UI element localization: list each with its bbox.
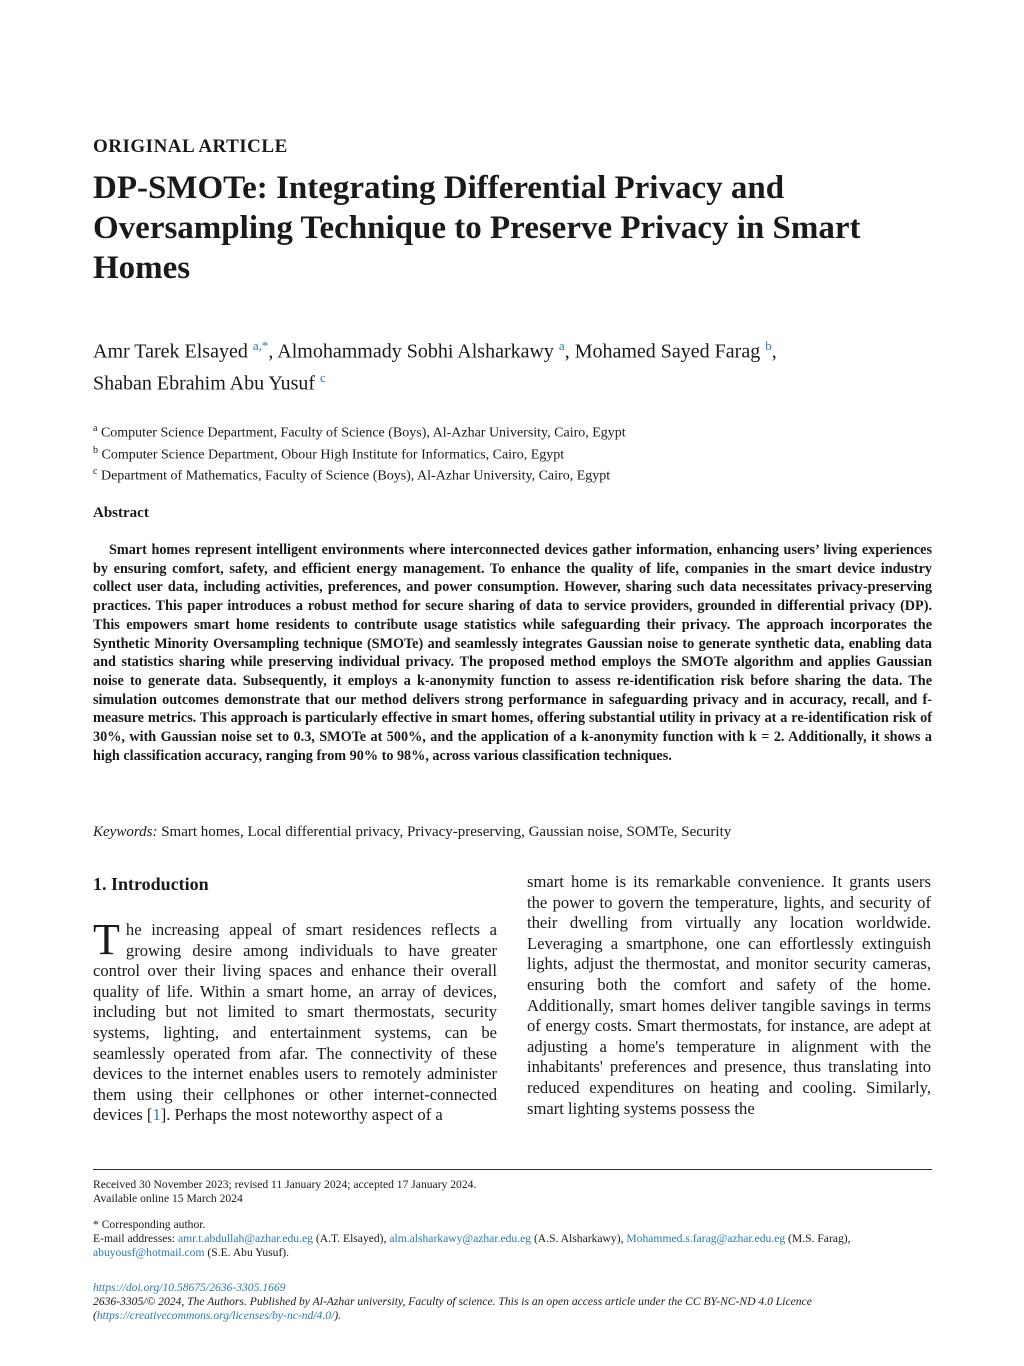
intro-right-column: smart home is its remarkable convenience. It grants users the power to govern the temperature, lights, and security of their dwelling from virtually any location worldwide. Leveraging a smartphone, one can effortlessly extinguish lights, adjust the thermostat, and monitor security cameras, ensuring both the comfort and safety of the home. Additionally, smart homes deliver tangible savings in terms of energy costs. Smart thermostats, for instance, are adept at adjusting a home's temperature in alignment with the inhabitants' preferences and presence, thus translating into reduced expenditures on heating and cooling. Similarly, smart lighting systems possess the: [527, 872, 931, 1118]
doi-link[interactable]: https://doi.org/10.58675/2636-3305.1669: [93, 1281, 286, 1294]
abstract-text: Smart homes represent intelligent environments where interconnected devices gather information, enhancing users’ living experiences by ensuring comfort, safety, and efficient energy management. To enhance the quality of life, companies in the smart device industry collect user data, including activities, preferences, and power consumption. However, sharing such data necessitates privacy-preserving practices. This paper introduces a robust method for secure sharing of data to service providers, grounded in differential privacy (DP). This empowers smart home residents to contribute usage statistics while safeguarding their privacy. The approach incorporates the Synthetic Minority Oversampling technique (SMOTe) and seamlessly integrates Gaussian noise to generate synthetic data, enabling data and statistics sharing while preserving individual privacy. The proposed method employs the SMOTe algorithm and applies Gaussian noise to generate data. Subsequently, it employs a k-anonymity function to assess re-identification risk before sharing the data. The simulation outcomes demonstrate that our method delivers strong performance in safeguarding privacy and in accuracy, recall, and f-measure metrics. This approach is particularly effective in smart homes, offering substantial utility in privacy at a re-identification risk of 30%, with Gaussian noise set to 0.3, SMOTe at 500%, and the application of a k-anonymity function with k = 2. Additionally, it shows a high classification accuracy, ranging from 90% to 98%, across various classification techniques.: [93, 542, 932, 764]
intro-left-column: [93, 915, 497, 1126]
author-separator: ,: [268, 340, 278, 363]
intro-paragraph: he increasing appeal of smart residences reflects a growing desire among individuals to have greater control over their living spaces and enhance their overall quality of life. Within a smart home, an array of devices, including but not limited to smart thermostats, security systems, lighting, and entertainment systems, can be seamlessly operated from afar. The connectivity of these devices to the internet enables users to remotely administer them using their cellphones or other internet-connected devices [: [93, 920, 497, 1125]
author-affiliation-marker[interactable]: c: [320, 369, 326, 385]
author-list: [93, 333, 943, 396]
author-affiliation-marker[interactable]: b: [765, 338, 772, 353]
author-name: Amr Tarek Elsayed: [93, 340, 248, 363]
keywords-label: Keywords:: [93, 824, 158, 840]
affiliation-item: [93, 442, 943, 464]
footnote-divider: [93, 1169, 932, 1170]
author-affiliation-marker[interactable]: a: [558, 338, 565, 353]
paper-title: DP-SMOTe: Integrating Differential Privacy and Oversampling Technique to Preserve Privacy in Smart Homes: [93, 170, 861, 286]
drop-cap: T: [93, 915, 120, 964]
affiliation-item: [93, 420, 943, 442]
email-link[interactable]: amr.t.abdullah@azhar.edu.eg: [178, 1232, 313, 1245]
dates-block: [93, 1178, 932, 1206]
license-text-end: ).: [334, 1309, 342, 1322]
email-owner: (S.E. Abu Yusuf).: [204, 1246, 290, 1259]
abstract-heading: Abstract: [93, 505, 149, 521]
license-statement: [93, 1295, 932, 1323]
correspondence-block: [93, 1218, 932, 1260]
author-affiliation-marker[interactable]: a,*: [252, 338, 269, 353]
section-heading-introduction: 1. Introduction: [93, 874, 209, 894]
corresponding-author-note: * Corresponding author.: [93, 1218, 206, 1231]
license-link[interactable]: https://creativecommons.org/licenses/by-nc-nd/4.0/: [96, 1309, 335, 1322]
affiliation-text: Computer Science Department, Faculty of Science (Boys), Al-Azhar University, Cairo, Egypt: [100, 425, 626, 441]
affiliation-text: Computer Science Department, Obour High Institute for Informatics, Cairo, Egypt: [101, 447, 565, 463]
email-owner: (A.T. Elsayed),: [312, 1232, 390, 1245]
email-link[interactable]: abuyousf@hotmail.com: [93, 1246, 205, 1259]
affiliation-list: [93, 420, 943, 485]
available-online: Available online 15 March 2024: [93, 1192, 243, 1205]
affiliation-key: c: [93, 466, 98, 478]
author-separator: ,: [771, 340, 777, 363]
author-name: Mohamed Sayed Farag: [574, 340, 761, 363]
affiliation-key: b: [93, 444, 98, 456]
citation-link[interactable]: 1: [152, 1105, 161, 1125]
keywords: [93, 824, 932, 841]
affiliation-item: [93, 463, 943, 485]
affiliation-text: Department of Mathematics, Faculty of Science (Boys), Al-Azhar University, Cairo, Egypt: [100, 468, 611, 484]
affiliation-key: a: [93, 423, 98, 434]
author-name: Almohammady Sobhi Alsharkawy: [277, 340, 554, 363]
publication-footer: [93, 1281, 932, 1323]
email-addresses: [93, 1232, 932, 1260]
email-link[interactable]: Mohammed.s.farag@azhar.edu.eg: [626, 1232, 786, 1245]
email-owner: (A.S. Alsharkawy),: [531, 1232, 627, 1245]
license-text: 2636-3305/© 2024, The Authors. Published by Al-Azhar university, Faculty of science. This is an open access article under the CC BY-NC-ND 4.0 Licence (: [93, 1295, 812, 1322]
email-link[interactable]: alm.alsharkawy@azhar.edu.eg: [389, 1232, 532, 1245]
received-dates: Received 30 November 2023; revised 11 January 2024; accepted 17 January 2024.: [93, 1178, 477, 1191]
intro-paragraph-tail: ]. Perhaps the most noteworthy aspect of a: [160, 1105, 443, 1125]
author-name: Shaban Ebrahim Abu Yusuf: [93, 372, 316, 395]
article-type-label: ORIGINAL ARTICLE: [93, 136, 288, 157]
author-separator: ,: [564, 340, 575, 363]
keywords-text: Smart homes, Local differential privacy, Privacy-preserving, Gaussian noise, SOMTe, Security: [157, 824, 732, 840]
email-label: E-mail addresses:: [93, 1232, 178, 1245]
email-owner: (M.S. Farag),: [785, 1232, 851, 1245]
